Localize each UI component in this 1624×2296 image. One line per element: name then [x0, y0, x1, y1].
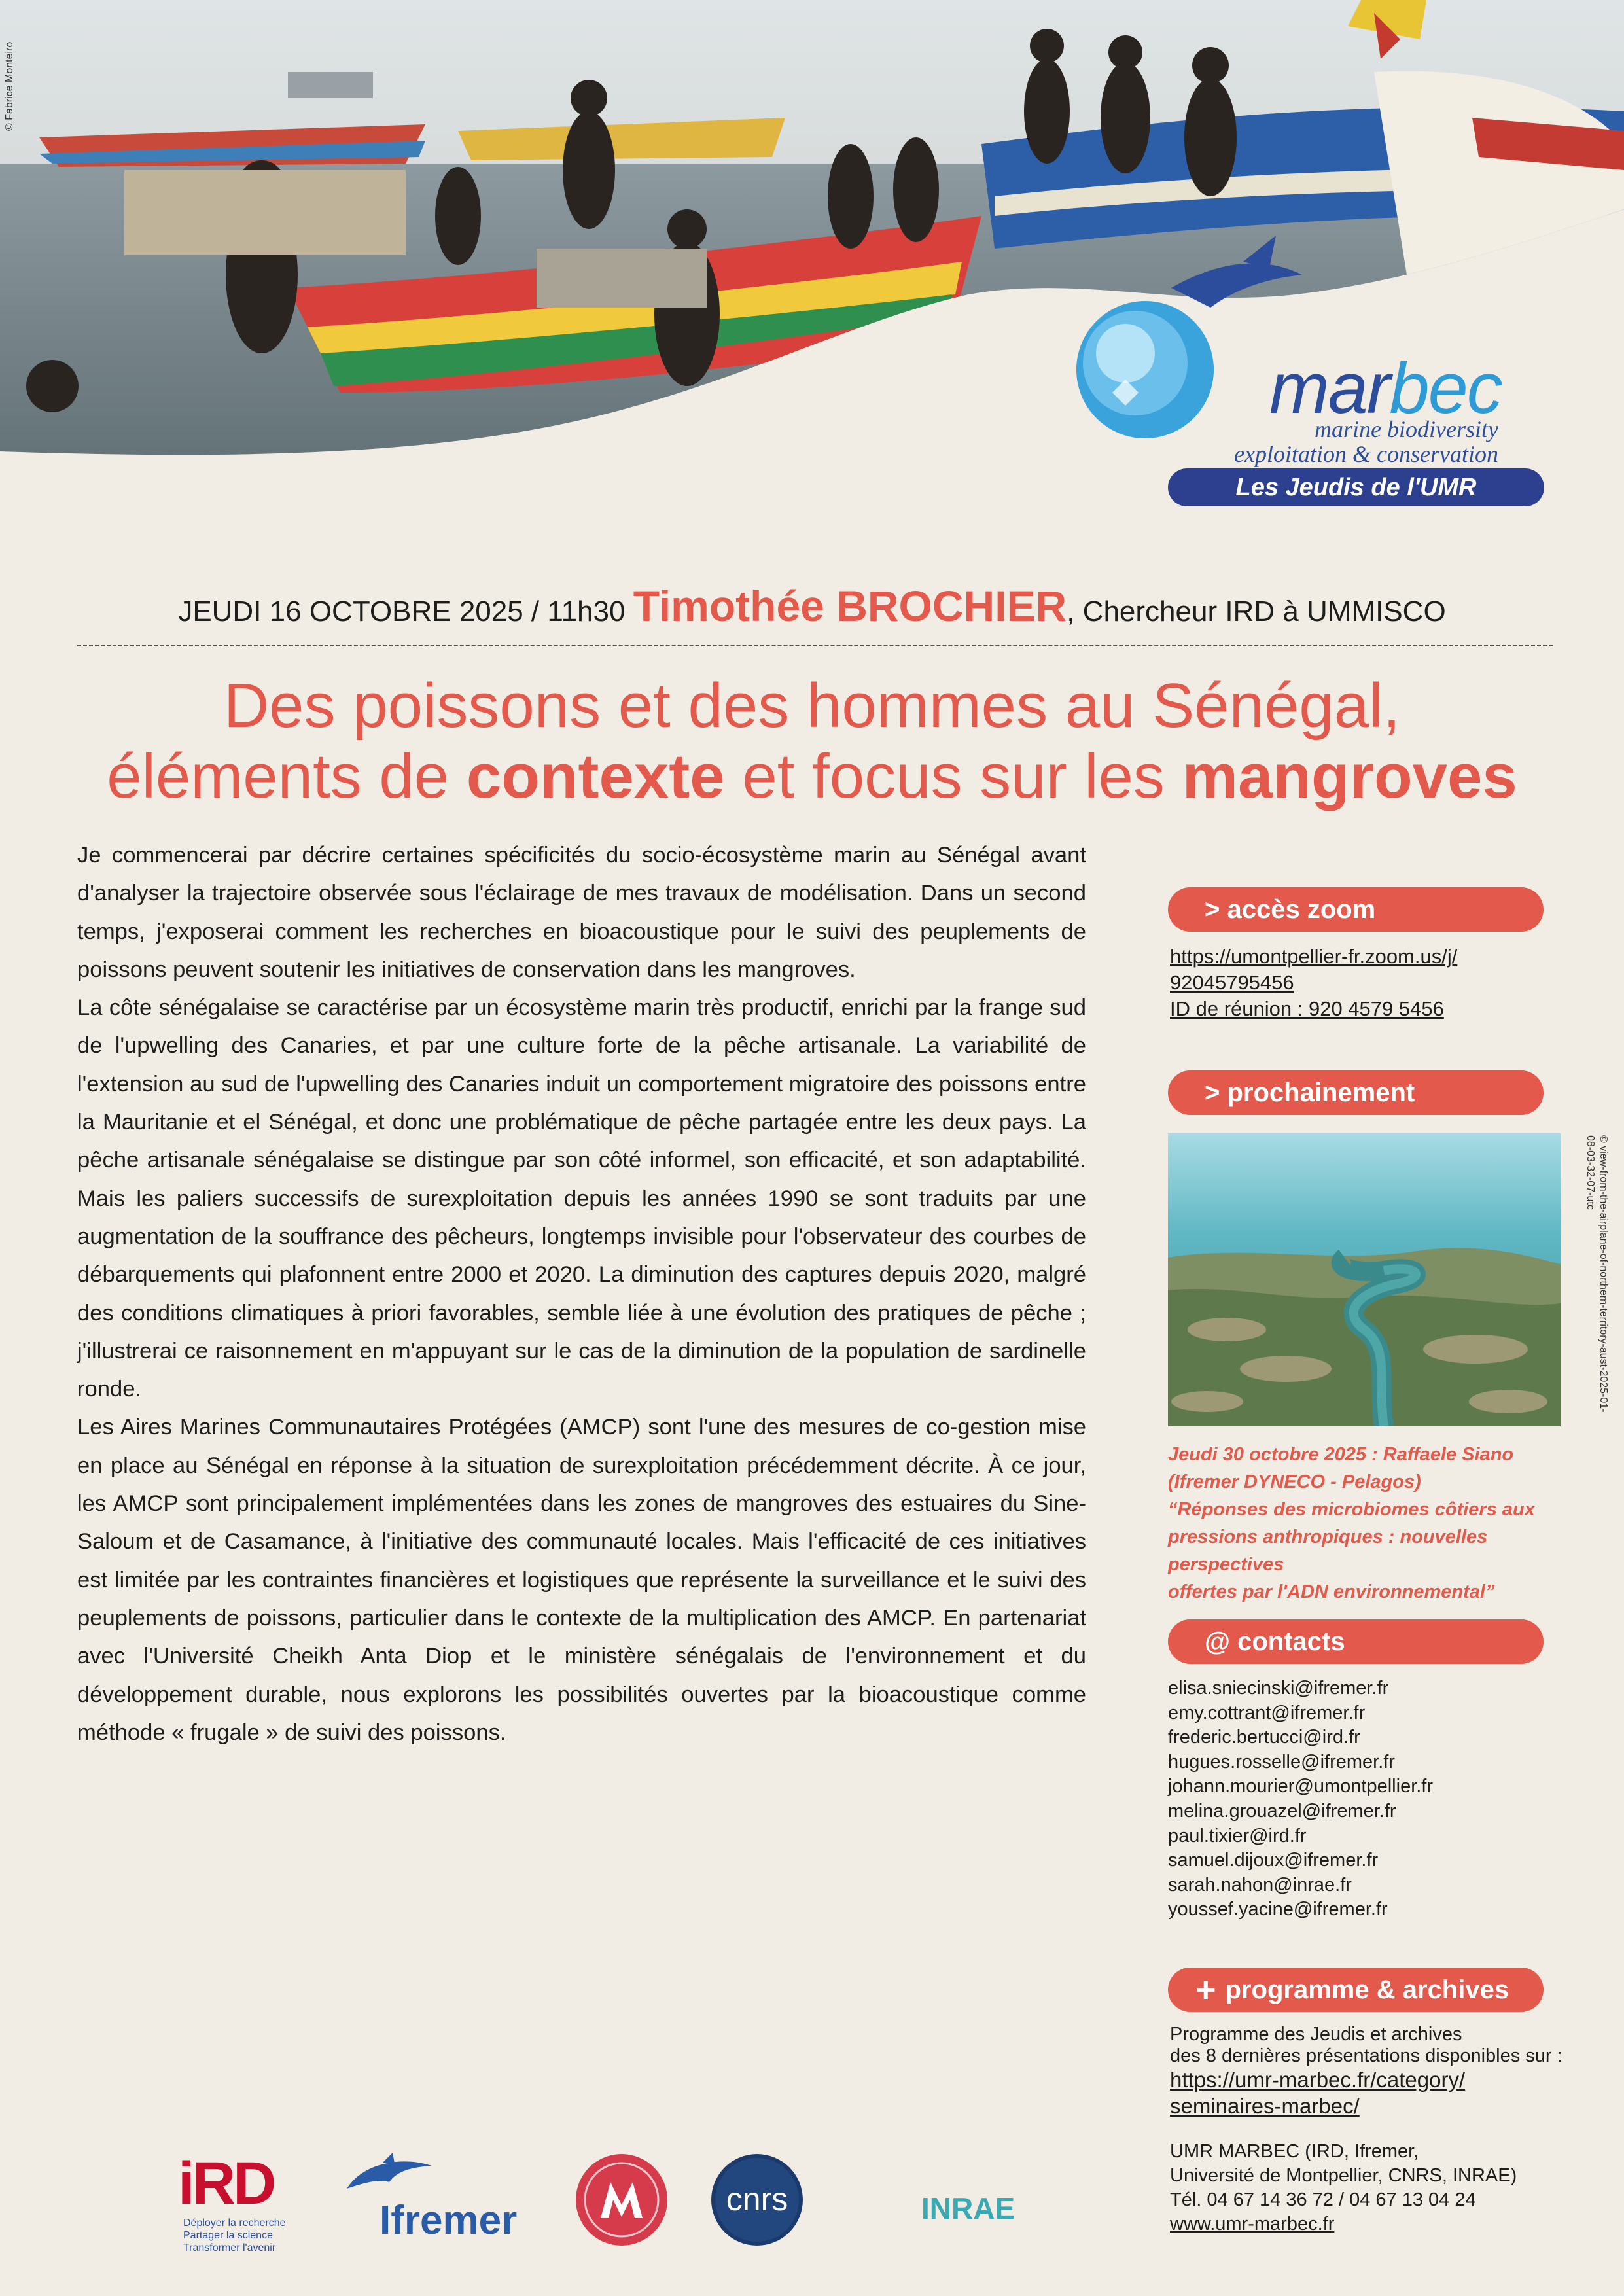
- programme-label: programme & archives: [1225, 1975, 1509, 2004]
- ird-tagline-1: Déployer la recherche: [183, 2217, 286, 2229]
- next-talk-title-2: pressions anthropiques : nouvelles perspectives: [1168, 1527, 1488, 1575]
- programme-line-1: Programme des Jeudis et archives: [1170, 2024, 1462, 2045]
- title-part-c: et focus sur les: [724, 741, 1182, 811]
- abstract-text: [77, 836, 1086, 1752]
- zoom-link[interactable]: https://umontpellier-fr.zoom.us/j/: [1170, 945, 1458, 968]
- inrae-logo: INRAE: [921, 2191, 1015, 2225]
- title-part-b: contexte: [466, 741, 725, 811]
- contact-email[interactable]: elisa.sniecinski@ifremer.fr: [1168, 1678, 1389, 1699]
- ird-tagline: [183, 2217, 286, 2254]
- contact-email[interactable]: samuel.dijoux@ifremer.fr: [1168, 1850, 1379, 1871]
- next-talk-title-1: “Réponses des microbiomes côtiers aux: [1168, 1499, 1535, 1520]
- speaker-affiliation: , Chercheur IRD à UMMISCO: [1067, 595, 1446, 627]
- contact-email[interactable]: paul.tixier@ird.fr: [1168, 1825, 1307, 1846]
- programme-text: [1170, 2024, 1595, 2119]
- dashed-divider: [77, 645, 1553, 646]
- abstract-paragraph-1: Je commencerai par décrire certaines spécificités du socio-écosystème marin au Sénégal avant d'analyser la trajectoire observée sous l'éclairage de mes travaux de modélisation. Dans un second temps, j'exposerai comment les recherches en bioacoustique pour le suivi des peuplements de poissons peuvent soutenir les initiatives de conservation dans les mangroves.: [77, 843, 1086, 982]
- ifremer-dolphin-icon: [344, 2153, 435, 2199]
- zoom-link-cont[interactable]: 92045795456: [1170, 971, 1294, 994]
- umr-website-link[interactable]: www.umr-marbec.fr: [1170, 2214, 1335, 2234]
- upcoming-pill: > prochainement: [1168, 1070, 1544, 1115]
- cnrs-logo-text: cnrs: [726, 2181, 788, 2217]
- universite-montpellier-seal-icon: [574, 2153, 669, 2248]
- mangrove-aerial-photo: [1168, 1133, 1561, 1426]
- series-label-badge: Les Jeudis de l'UMR: [1168, 468, 1544, 506]
- programme-pill: [1168, 1968, 1544, 2012]
- programme-link-cont[interactable]: seminaires-marbec/: [1170, 2094, 1360, 2118]
- contacts-pill: @ contacts: [1168, 1619, 1544, 1664]
- contact-email[interactable]: frederic.bertucci@ird.fr: [1168, 1727, 1360, 1748]
- speaker-name: Timothée BROCHIER: [633, 582, 1067, 630]
- event-line: [0, 581, 1624, 631]
- next-talk-title-3: offertes par l'ADN environnemental”: [1168, 1581, 1495, 1602]
- title-part-a: éléments de: [107, 741, 467, 811]
- logo-word-mar: mar: [1269, 348, 1390, 429]
- logo-subtitle-1: marine biodiversity: [1315, 416, 1498, 442]
- zoom-info: [1170, 944, 1562, 1022]
- umr-line-1: UMR MARBEC (IRD, Ifremer,: [1170, 2141, 1419, 2162]
- title-line-2: [0, 741, 1624, 812]
- abstract-paragraph-3: Les Aires Marines Communautaires Protégées (AMCP) sont l'une des mesures de co-gestion mise en place au Sénégal en réponse à la situation de surexploitation précédemment décrite. À ce jour, les AMCP sont principalement implémentées dans les zones de mangroves des estuaires du Sine-Saloum et de Casamance, à l'initiative des communauté locales. Mais l'efficacité de ces initiatives est limitée par les contraintes financières et logistiques que représente la surveillance et le suivi des peuplements de poissons, particulier dans le contexte de la multiplication des AMCP. En partenariat avec l'Université Cheikh Anta Diop et le ministère sénégalais de l'environnement et du développement durable, nous explorons les possibilités ouvertes par la bioacoustique comme méthode « frugale » de suivi des poissons.: [77, 1415, 1086, 1745]
- logo-subtitle-2: exploitation & conservation: [1234, 441, 1498, 467]
- event-date-time: JEUDI 16 OCTOBRE 2025 / 11h30: [178, 595, 633, 627]
- contact-email[interactable]: hugues.rosselle@ifremer.fr: [1168, 1751, 1395, 1773]
- meeting-id: ID de réunion : 920 4579 5456: [1170, 997, 1444, 1020]
- next-talk: [1168, 1441, 1600, 1606]
- talk-title: [0, 671, 1624, 812]
- next-talk-date-speaker: Jeudi 30 octobre 2025 : Raffaele Siano: [1168, 1444, 1514, 1465]
- plus-icon: +: [1195, 1970, 1216, 2009]
- ird-tagline-2: Partager la science: [183, 2230, 273, 2241]
- abstract-paragraph-2: La côte sénégalaise se caractérise par un écosystème marin très productif, enrichi par la frange sud de l'upwelling des Canaries, et par une culture forte de la pêche artisanale. La variabilité de l'extension au sud de l'upwelling des Canaries induit un comportement migratoire des poissons entre la Mauritanie et el Sénégal, et donc une problématique de pêche partagée entre les deux pays. La pêche artisanale sénégalaise se distingue par son côté informel, son efficacité, et son adaptabilité. Mais les paliers successifs de surexploitation depuis les années 1990 se sont traduits par une augmentation de la souffrance des pêcheurs, longtemps invisible pour l'observateur des courbes de débarquements qui plafonnent entre 2000 et 2020. La diminution des captures depuis 2020, malgré des conditions climatiques à priori favorables, semble liée à une évolution des pratiques de pêche ; j'illustrerai ce raisonnement en m'appuyant sur le cas de la diminution de la population de sardinelle ronde.: [77, 995, 1086, 1402]
- contact-email[interactable]: emy.cottrant@ifremer.fr: [1168, 1702, 1366, 1723]
- ird-logo: iRD: [178, 2150, 274, 2217]
- zoom-access-pill: > accès zoom: [1168, 887, 1544, 932]
- aerial-photo-credit: © view-from-the-airplane-of-northern-territory-aust-2025-01-08-03-32-07-utc: [1585, 1135, 1609, 1413]
- programme-line-2: des 8 dernières présentations disponibles sur :: [1170, 2045, 1562, 2066]
- ifremer-logo: Ifremer: [380, 2198, 518, 2243]
- contacts-list: [1168, 1676, 1574, 1922]
- umr-line-2: Université de Montpellier, CNRS, INRAE): [1170, 2165, 1517, 2186]
- contact-email[interactable]: johann.mourier@umontpellier.fr: [1168, 1776, 1434, 1797]
- contact-email[interactable]: youssef.yacine@ifremer.fr: [1168, 1899, 1388, 1920]
- programme-link[interactable]: https://umr-marbec.fr/category/: [1170, 2068, 1466, 2092]
- contact-email[interactable]: melina.grouazel@ifremer.fr: [1168, 1800, 1396, 1822]
- umr-address: [1170, 2140, 1595, 2236]
- title-line-1: Des poissons et des hommes au Sénégal,: [223, 671, 1401, 741]
- contact-email[interactable]: sarah.nahon@inrae.fr: [1168, 1874, 1352, 1896]
- ird-tagline-3: Transformer l'avenir: [183, 2242, 276, 2253]
- cnrs-logo: [710, 2153, 805, 2248]
- next-talk-affiliation: (Ifremer DYNECO - Pelagos): [1168, 1472, 1421, 1492]
- logo-word-bec: bec: [1389, 348, 1502, 429]
- photo-credit: © Fabrice Monteiro: [4, 41, 15, 131]
- title-part-d: mangroves: [1182, 741, 1517, 811]
- umr-phone: Tél. 04 67 14 36 72 / 04 67 13 04 24: [1170, 2189, 1476, 2210]
